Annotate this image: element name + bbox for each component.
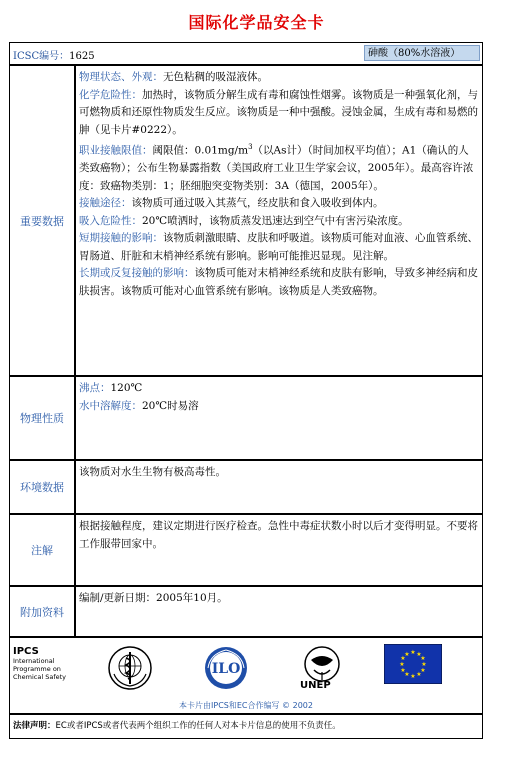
section-label: 环境数据	[10, 461, 76, 513]
item-key: 吸入危险性：	[79, 214, 142, 227]
section-physical	[10, 377, 482, 461]
item-text: 20℃喷洒时，该物质蒸发迅速达到空气中有害污染浓度。	[142, 214, 409, 227]
item-key: 物理状态、外观：	[79, 71, 163, 83]
legal-text: EC或者IPCS或者代表两个组织工作的任何人对本卡片信息的使用不负责任。	[55, 721, 341, 731]
item-text: 20℃时易溶	[142, 399, 199, 412]
section-label: 附加资料	[10, 587, 76, 636]
icsc-number	[13, 47, 95, 62]
item-long-term	[79, 265, 478, 300]
section-content: 根据接触程度，建议定期进行医疗检查。急性中毒症状数小时以后才变得明显。不要将工作服带回家中。	[79, 520, 478, 550]
svg-text:★: ★	[410, 649, 416, 656]
section-label: 注解	[10, 515, 76, 585]
item-text: 无色粘稠的吸湿液体。	[163, 71, 268, 83]
item-key: 长期或反复接触的影响：	[79, 267, 195, 279]
item-appearance	[79, 69, 478, 87]
section-additional	[10, 587, 482, 638]
svg-text:★: ★	[400, 655, 406, 662]
svg-text:★: ★	[420, 655, 426, 662]
svg-text:★: ★	[399, 661, 405, 668]
svg-text:★: ★	[400, 667, 406, 674]
section-notes	[10, 515, 482, 587]
section-important	[10, 66, 482, 377]
item-key: 化学危险性：	[79, 88, 142, 101]
item-text: 该物质可能对末梢神经系统和皮肤有影响，导致多神经病和皮肤损害。该物质可能对心血管系统有影响。该物质是人类致癌物。	[79, 267, 478, 297]
footer-logos	[10, 638, 482, 715]
item-key: 接触途径：	[79, 197, 132, 209]
eu-flag-icon	[384, 644, 442, 684]
item-key: 职业接触限值：	[79, 144, 153, 157]
item-key: 短期接触的影响：	[79, 232, 163, 244]
item-inhalation-risk	[79, 213, 478, 231]
svg-text:★: ★	[416, 651, 422, 658]
item-text: 加热时，该物质分解生成有毒和腐蚀性烟雾。该物质是一种强氧化剂，与可燃物质和还原性物质发生反应。该物质是一种中强酸。浸蚀金属，生成有毒和易燃的胂（见卡片#0222）。	[79, 88, 478, 136]
section-content: 该物质对水生生物有极高毒性。	[79, 466, 226, 478]
item-exposure-route	[79, 195, 478, 213]
item-key: 沸点：	[79, 382, 111, 394]
item-solubility	[79, 398, 478, 416]
icsc-value: 1625	[69, 51, 95, 62]
svg-text:★: ★	[410, 673, 416, 680]
ilo-logo-icon	[202, 644, 250, 692]
item-text: 阈限值：0.01mg/m	[152, 144, 249, 157]
item-chemical-danger	[79, 87, 478, 140]
ipcs-logo	[13, 646, 66, 681]
svg-text:★: ★	[404, 671, 410, 678]
section-label: 物理性质	[10, 377, 76, 459]
item-text: （以As计）（时间加权平均值）；A1（确认的人类致癌物）；公布生物暴露指数（美国政府工业卫生学家会议，2005年）。最高容许浓度：致癌物类别：1；胚细胞突变物类别：3A（德国，2005年）。	[79, 144, 474, 192]
item-text: 该物质可通过吸入其蒸气，经皮肤和食入吸收到体内。	[131, 197, 384, 209]
svg-text:★: ★	[421, 661, 427, 668]
safety-card	[9, 42, 483, 739]
section-label: 重要数据	[10, 66, 76, 375]
ipcs-line: Programme on	[13, 665, 61, 673]
substance-name[interactable]: 砷酸（80%水溶液）	[364, 45, 480, 61]
item-exposure-limits	[79, 139, 478, 195]
section-content: 编制/更新日期：2005年10月。	[79, 592, 228, 604]
ipcs-line: Chemical Safety	[13, 673, 67, 681]
section-environment	[10, 461, 482, 515]
card-title: 国际化学品安全卡	[188, 13, 325, 32]
item-short-term	[79, 230, 478, 265]
legal-key: 法律声明：	[13, 721, 56, 731]
item-text: 120℃	[110, 382, 143, 394]
card-header	[10, 43, 482, 66]
icsc-label: ICSC编号：	[13, 51, 70, 62]
section-content	[76, 377, 482, 459]
ipcs-short: IPCS	[13, 646, 39, 657]
item-text: 该物质刺激眼睛、皮肤和呼吸道。该物质可能对血液、心血管系统、胃肠道、肝脏和末梢神经系统有影响。影响可能推迟显现。见注解。	[79, 232, 478, 262]
item-boiling-point	[79, 380, 478, 398]
ipcs-line: International	[13, 657, 55, 665]
svg-text:ILO: ILO	[211, 661, 241, 677]
superscript: 3	[248, 143, 253, 151]
credit-line: 本卡片由IPCS和EC合作编写 © 2002	[179, 701, 313, 710]
who-logo-icon	[106, 644, 154, 692]
item-key: 水中溶解度：	[79, 399, 142, 412]
section-content	[76, 66, 482, 375]
unep-label: UNEP	[300, 680, 331, 691]
svg-text:★: ★	[420, 667, 426, 674]
svg-text:★: ★	[416, 671, 422, 678]
legal-notice	[10, 715, 482, 737]
svg-text:★: ★	[404, 651, 410, 658]
